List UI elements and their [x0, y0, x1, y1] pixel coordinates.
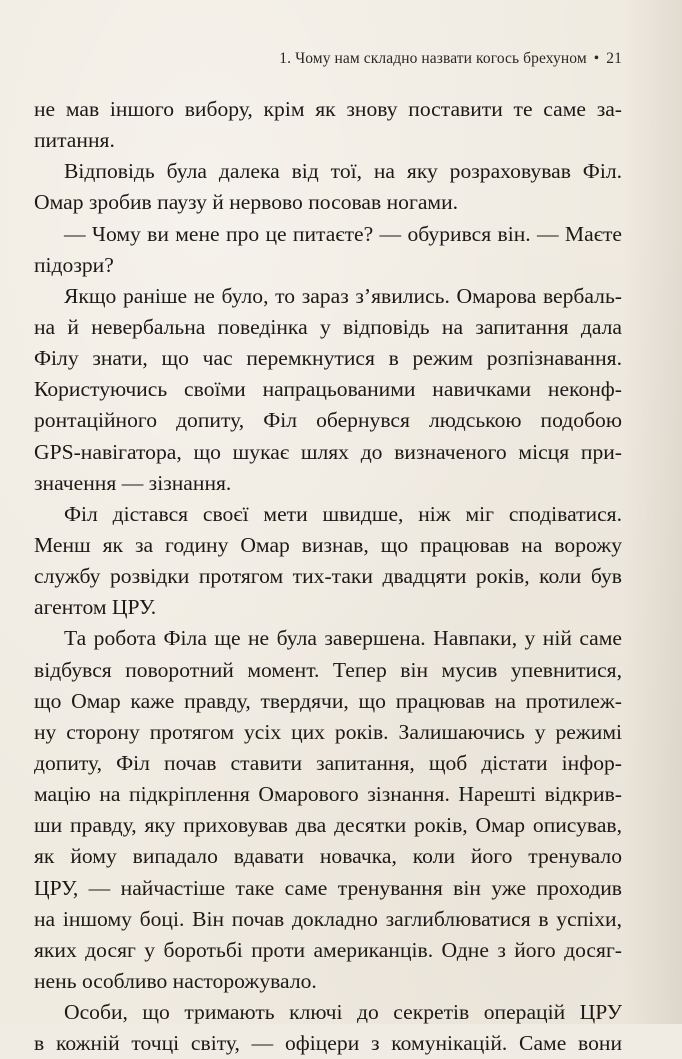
text-line: яких досяг у боротьбі проти американців. Одне з його досяг- [34, 937, 622, 962]
text-line: як йому випадало вдавати новачка, коли його тренувало [34, 844, 622, 869]
text-line: допиту, Філ почав ставити запитання, щоб дістати інфор- [34, 750, 622, 775]
text-line: агентом ЦРУ. [34, 595, 157, 620]
running-header [0, 50, 622, 68]
text-line: — Чому ви мене про це питаєте? — обурився він. — Маєте [64, 221, 622, 246]
text-line: ши правду, яку приховував два десятки років, Омар описував, [34, 813, 622, 838]
text-line: значення — зізнання. [34, 470, 232, 495]
text-line: Філ дістався своєї мети швидше, ніж міг сподіватися. [64, 501, 622, 526]
text-line: ну сторону протягом усіх цих років. Залишаючись у режимі [34, 719, 622, 744]
text-line: на іншому боці. Він почав докладно заглиблюватися в успіхи, [34, 906, 622, 931]
header-bullet: • [593, 50, 600, 67]
text-line: мацію на підкріплення Омарового зізнання. Нарешті відкрив- [34, 782, 622, 807]
text-line: що Омар каже правду, твердячи, що працював на протилеж- [34, 688, 622, 713]
page-number: 21 [606, 50, 622, 67]
text-line: Відповідь була далека від тої, на яку розраховував Філ. [64, 159, 622, 184]
text-line: GPS-навігатора, що шукає шлях до визначеного місця при- [34, 439, 622, 464]
text-line: Омар зробив паузу й нервово посовав ногами. [34, 190, 459, 215]
text-line: на й невербальна поведінка у відповідь на запитання дала [34, 314, 622, 339]
text-line: Особи, що тримають ключі до секретів операцій ЦРУ [64, 1000, 622, 1025]
text-line: ЦРУ, — найчастіше таке саме тренування він уже проходив [34, 875, 622, 900]
text-line: в кожній точці світу, — офіцери з комунікацій. Саме вони [34, 1031, 622, 1056]
text-line: не мав іншого вибору, крім як знову поставити те саме за- [34, 97, 622, 121]
text-line: питання. [34, 128, 115, 153]
text-line: Філу знати, що час перемкнутися в режим розпізнавання. [34, 346, 622, 371]
running-title: 1. Чому нам складно назвати когось брехуном [279, 50, 587, 67]
text-line: відбувся поворотний момент. Тепер він мусив упевнитися, [34, 657, 622, 682]
text-line: підозри? [34, 252, 114, 277]
text-line: Користуючись своїми напрацьованими навичками неконф- [34, 377, 622, 402]
body-text [34, 94, 622, 1059]
text-line: службу розвідки протягом тих-таки двадцяти років, коли був [34, 564, 622, 589]
text-line: Якщо раніше не було, то зараз з’явились. Омарова вербаль- [64, 283, 622, 308]
text-line: Та робота Філа ще не була завершена. Навпаки, у ній саме [64, 626, 622, 651]
page-edge-shadow [622, 0, 682, 1024]
text-line: нень особливо насторожувало. [34, 968, 317, 993]
text-line: ронтаційного допиту, Філ обернувся людською подобою [34, 408, 622, 433]
text-line: Менш як за годину Омар визнав, що працював на ворожу [34, 532, 622, 557]
